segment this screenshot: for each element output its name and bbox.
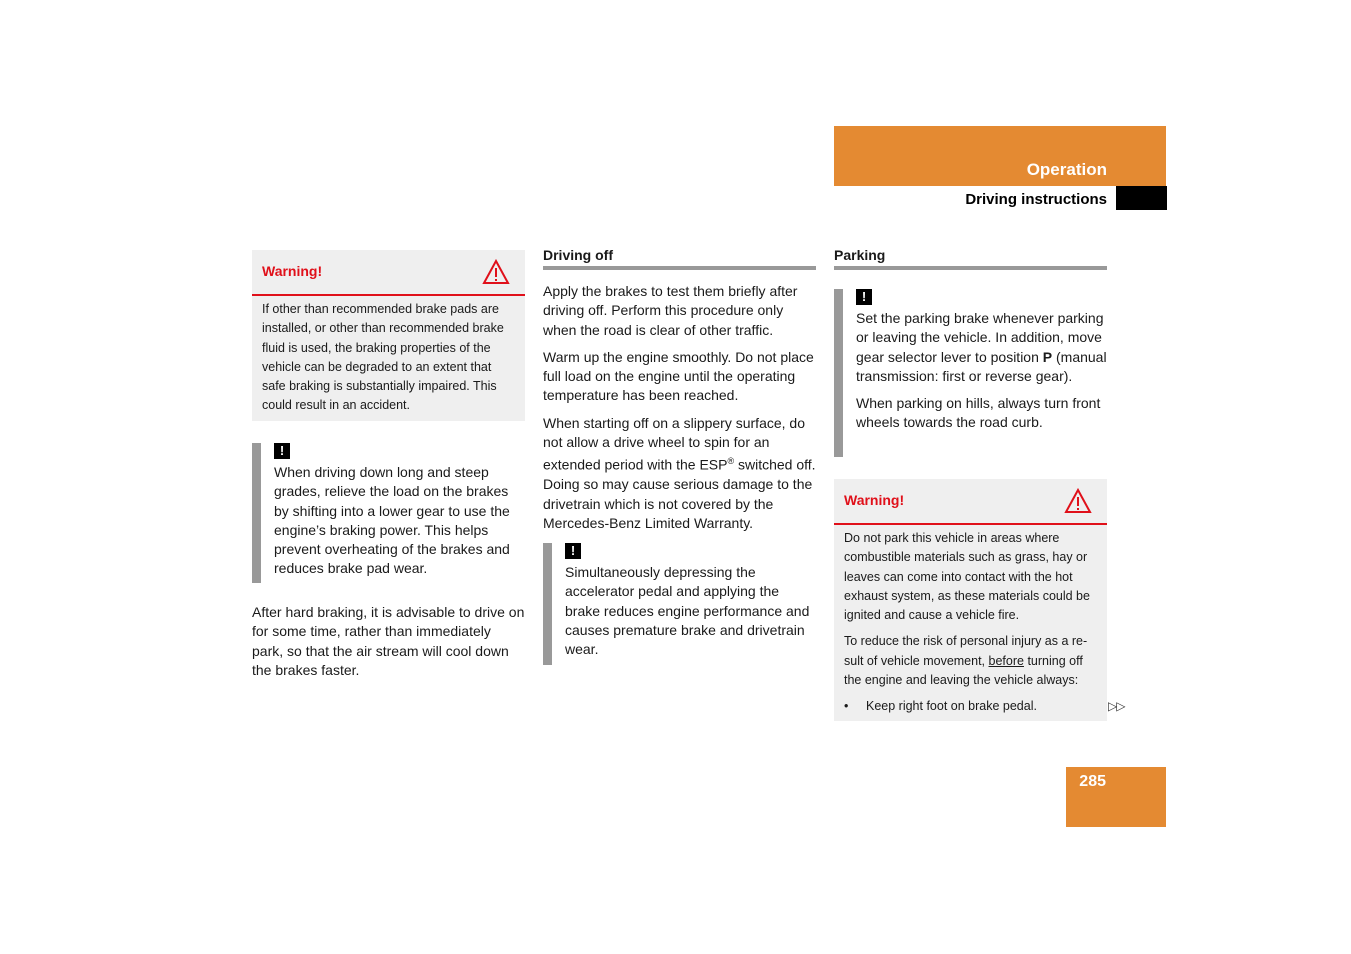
warning-text: If other than recommended brake pads are installed, or other than recommended brake fluid is used, the braking properties of the vehicle can be degraded to an extent that safe braking is substantially impaired. This could result in an accident. [262,302,504,413]
note-bar [834,289,843,457]
warning-triangle-icon [1064,488,1092,514]
page-number: 285 [1079,773,1106,790]
exclamation-icon: ! [565,543,581,559]
warning-header [834,479,1107,525]
exclamation-icon: ! [856,289,872,305]
paragraph-slippery-surface: When starting off on a slippery surface, do not allow a drive wheel to spin for an extended period with the ESP® switched off. Doing so may cause serious damage to the drivetrain which is not covered by the Mercedes-Benz Limited Warranty. [543,414,816,531]
section-heading-parking: Parking [834,247,886,263]
chapter-title: Operation [1026,160,1107,179]
note-block-parking-brake [834,289,1107,457]
section-heading-driving-off: Driving off [543,247,613,263]
warning-header [252,250,525,296]
warning-box-brake-pads [252,250,525,421]
header-black-tab [1116,186,1167,210]
driving-off-text: Apply the brakes to test them briefly after driving off. Perform this procedure only when the road is clear of other traffic. Warm up the engine smoothly. Do not place full load on the engine until the operating temperature has been reached. When starting off on a slippery surface, do not allow a drive wheel to spin for an extended period with the ESP® switched off. Doing so may cause serious damage to the drivetrain which is not covered by the Mercedes-Benz Limited Warranty. [543,282,816,541]
warning-triangle-icon [482,259,510,285]
note-text: When driving down long and steep grades, relieve the load on the brakes by shifting into a lower gear to use the engine’s braking power. This helps prevent overheating of the brakes and reduces brake pad wear. [274,464,510,577]
bullet-item: • Keep right foot on brake pedal. [844,697,1097,716]
warning-body: Do not park this vehicle in areas where combustible materials such as grass, hay or leaves can come into contact with the hot exhaust system, as these materials could be ignited and cause a vehicle fire. To reduce the risk of personal injury as a result of vehicle movement, before turning off the engine and leaving the vehicle always: • Keep right foot on brake pedal. [834,525,1107,723]
note-block-steep-grades [252,443,525,583]
bullet-icon: • [844,699,849,714]
section-driving-off [543,247,816,270]
section-rule [543,266,816,270]
exclamation-icon: ! [274,443,290,459]
section-parking [834,247,1107,270]
warning-body [252,296,525,422]
paragraph-hard-braking: After hard braking, it is advisable to drive on for some time, rather than immediately park, so that the air stream will cool down the brakes faster. [252,604,525,678]
note-text: Set the parking brake whenever parking or leaving the vehicle. In addition, move gear selector lever to position P (manual transmission: first or reverse gear). When parking on hills, always turn front wheels towards the road curb. [856,310,1107,431]
note-bar [252,443,261,583]
note-text: Simultaneously depressing the accelerator pedal and applying the brake reduces engine performance and causes premature brake and drivetrain wear. [565,564,810,658]
section-title: Driving instructions [965,191,1107,208]
warning-box-parking [834,479,1107,721]
continue-arrows-icon: ▷▷ [1108,699,1125,713]
note-block-accelerator [543,543,816,665]
note-bar [543,543,552,665]
section-rule [834,266,1107,270]
warning-title: Warning! [262,263,323,279]
warning-title: Warning! [844,492,905,508]
